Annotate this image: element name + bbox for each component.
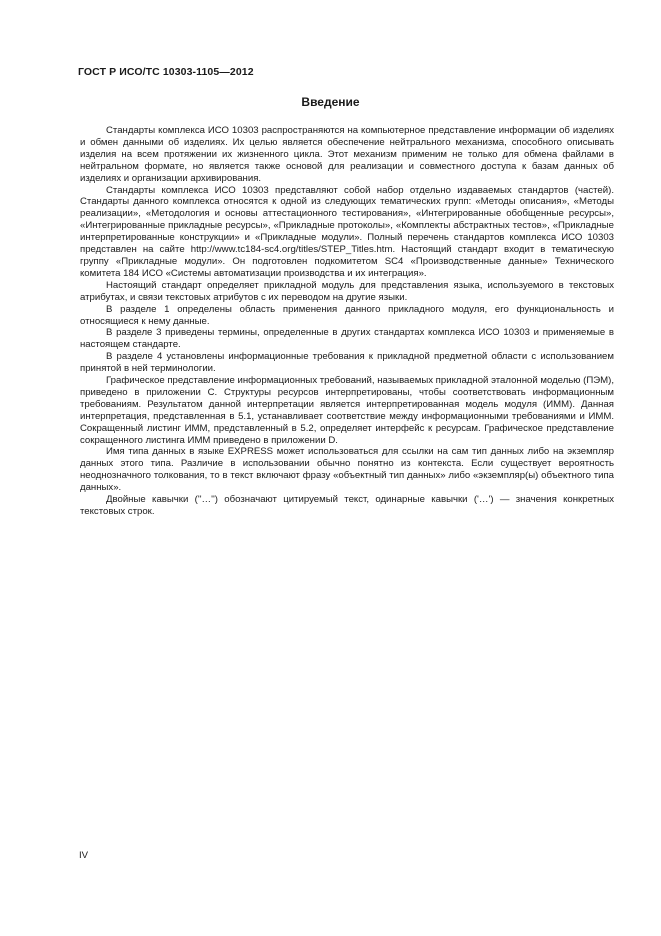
paragraph: Стандарты комплекса ИСО 10303 распространяются на компьютерное представление информации об изделиях и обмен данными об изделиях. Их целью является обеспечение нейтрального механизма, способного описывать изделия на всем протяжении их жизненного цикла. Этот механизм применим не только для обмена файлами в нейтральном формате, но является также основой для реализации и совместного доступа к базам данных об изделиях и организации архивирования. <box>80 125 614 184</box>
paragraph: В разделе 4 установлены информационные требования к прикладной предметной области с использованием принятой в ней терминологии. <box>80 351 614 375</box>
paragraph: Настоящий стандарт определяет прикладной модуль для представления языка, используемого в текстовых атрибутах, и связи текстовых атрибутов с их переводом на другие языки. <box>80 279 614 303</box>
page-number: IV <box>79 850 89 861</box>
paragraph: Стандарты комплекса ИСО 10303 представляют собой набор отдельно издаваемых стандартов (частей). Стандарты данного комплекса относятся к одной из следующих тематических групп: «Методы описания», «Методы реализации», «Методология и основы аттестационного тестирования», «Интегрированные обобщенные ресурсы», «Интегрированные прикладные ресурсы», «Прикладные протоколы», «Комплекты абстрактных тестов», «Прикладные интерпретированные конструкции» и «Прикладные модули». Полный перечень стандартов комплекса ИСО 10303 представлен на сайте http://www.tc184-sc4.org/titles/STEP_Titles.htm. Настоящий стандарт входит в тематическую группу «Прикладные модули». Он подготовлен подкомитетом SC4 «Производственные данные» Технического комитета 184 ИСО «Системы автоматизации производства и их интеграция». <box>80 184 614 279</box>
document-header: ГОСТ Р ИСО/ТС 10303-1105—2012 <box>78 66 254 78</box>
introduction-body <box>80 125 614 518</box>
paragraph: Графическое представление информационных требований, называемых прикладной эталонной моделью (ПЭМ), приведено в приложении С. Структуры ресурсов интерпретированы, чтобы соответствовать информационным требованиям. Результатом данной интерпретации является интерпретированная модель модуля (ИММ). Данная интерпретация, представленная в 5.1, устанавливает соответствие между информационными требованиями и ИММ. Сокращенный листинг ИММ, представленный в 5.2, определяет интерфейс к ресурсам. Графическое представление сокращенного листинга ИММ приведено в приложении D. <box>80 375 614 446</box>
section-title: Введение <box>301 95 360 109</box>
paragraph: Имя типа данных в языке EXPRESS может использоваться для ссылки на сам тип данных либо на экземпляр данных этого типа. Различие в использовании обычно понятно из контекста. Если существует вероятность неоднозначного толкования, то в текст включают фразу «объектный тип данных» либо «экземпляр(ы) объектного типа данных». <box>80 446 614 494</box>
paragraph: Двойные кавычки (''…'') обозначают цитируемый текст, одинарные кавычки ('…') — значения конкретных текстовых строк. <box>80 494 614 517</box>
paragraph: В разделе 3 приведены термины, определенные в других стандартах комплекса ИСО 10303 и применяемые в настоящем стандарте. <box>80 327 614 351</box>
paragraph: В разделе 1 определены область применения данного прикладного модуля, его функциональность и относящиеся к нему данные. <box>80 303 614 327</box>
